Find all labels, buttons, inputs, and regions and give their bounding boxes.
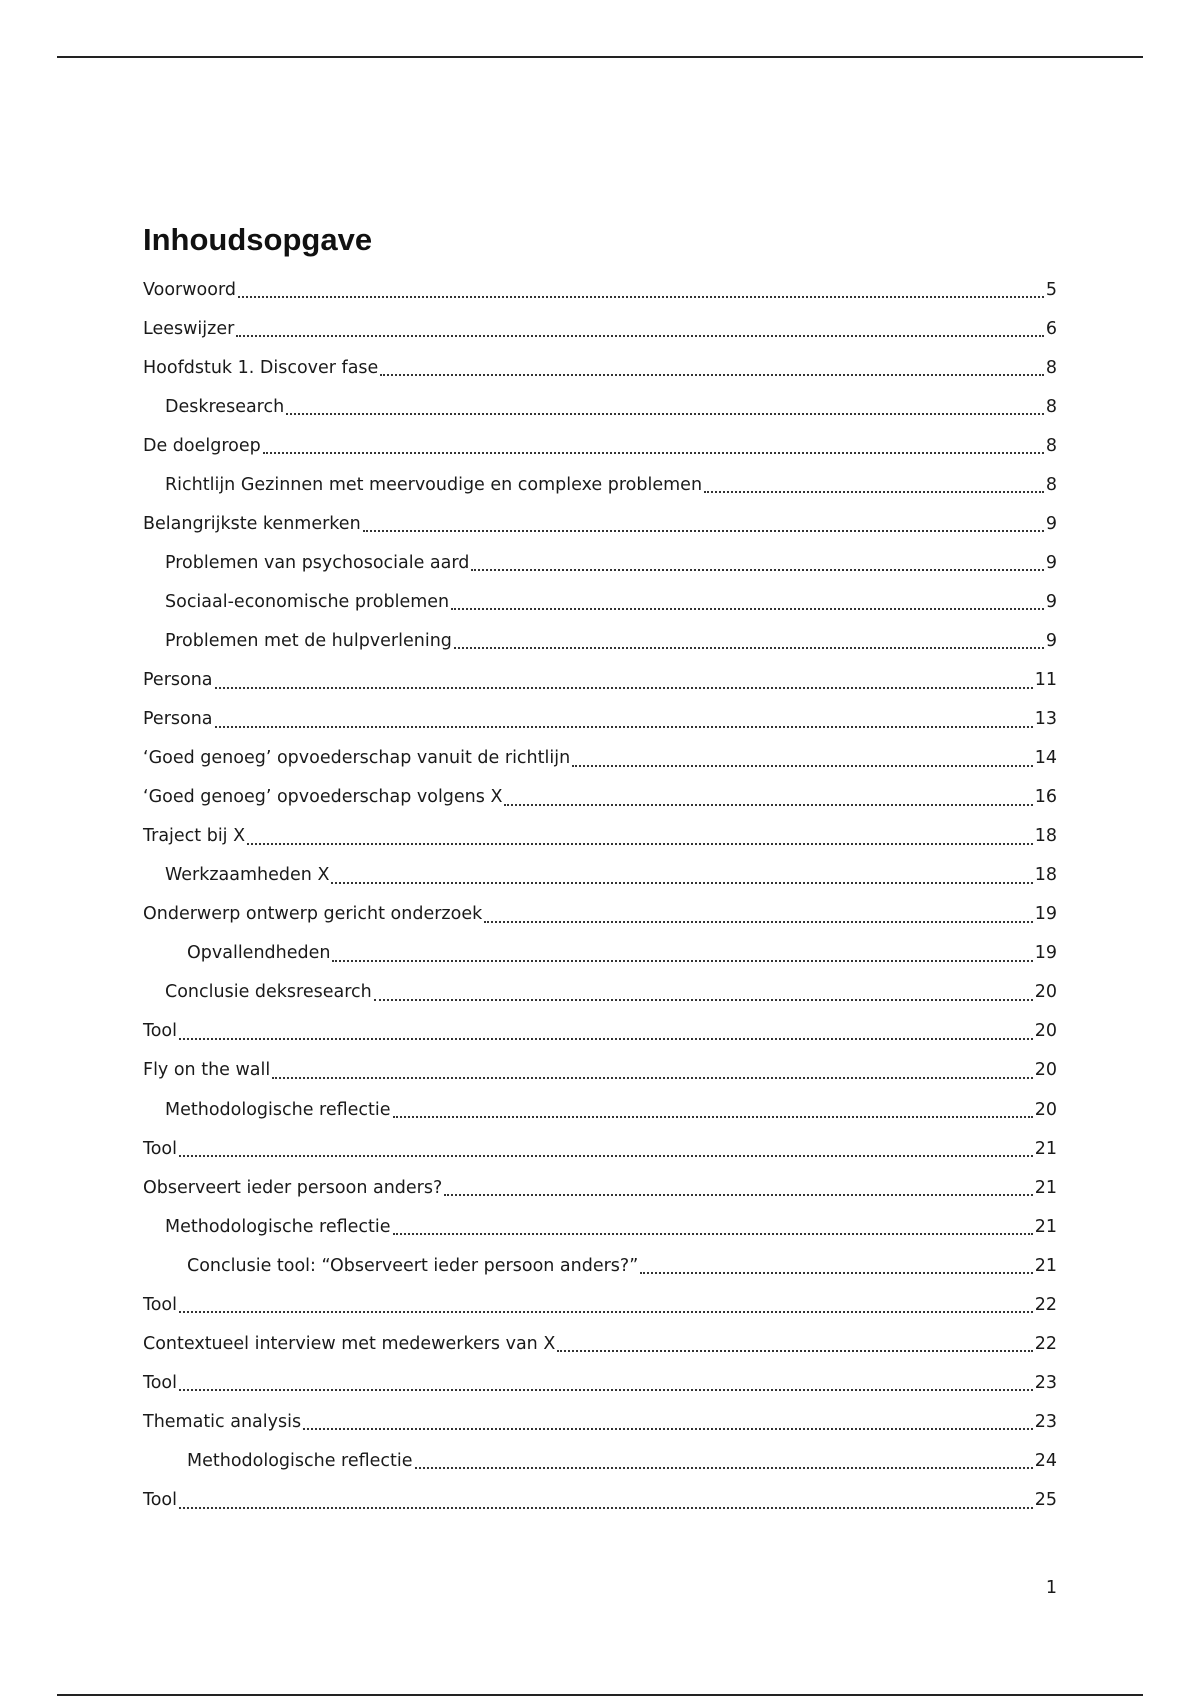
toc-entry-page-number: 24 (1034, 1450, 1057, 1471)
toc-dot-leader (444, 1194, 1032, 1196)
toc-entry-label: Tool (143, 1372, 177, 1393)
toc-dot-leader (272, 1077, 1032, 1079)
toc-dot-leader (179, 1311, 1033, 1313)
toc-entry-label: Tool (143, 1138, 177, 1159)
header-rule (57, 56, 1143, 58)
table-of-contents (143, 270, 1057, 1520)
toc-entry-label: De doelgroep (143, 435, 261, 456)
toc-entry-label: ‘Goed genoeg’ opvoederschap volgens X (143, 787, 503, 808)
toc-entry-label: Leeswijzer (143, 318, 235, 339)
toc-dot-leader (286, 413, 1044, 415)
toc-entry[interactable] (143, 1090, 1057, 1129)
toc-entry-page-number: 23 (1034, 1411, 1057, 1432)
toc-entry-page-number: 21 (1034, 1177, 1057, 1198)
toc-dot-leader (263, 452, 1044, 454)
toc-entry-page-number: 5 (1045, 279, 1057, 300)
toc-entry-label: Persona (143, 709, 213, 730)
toc-entry-label: Methodologische reflectie (187, 1450, 413, 1471)
toc-dot-leader (332, 960, 1032, 962)
toc-entry-label: Werkzaamheden X (165, 865, 330, 886)
toc-entry[interactable] (143, 465, 1057, 504)
toc-dot-leader (303, 1428, 1033, 1430)
toc-entry[interactable] (143, 270, 1057, 309)
toc-entry-page-number: 21 (1034, 1216, 1057, 1237)
toc-dot-leader (179, 1389, 1033, 1391)
toc-entry[interactable] (143, 582, 1057, 621)
toc-entry[interactable] (143, 1168, 1057, 1207)
toc-entry-page-number: 14 (1034, 748, 1057, 769)
toc-entry-page-number: 18 (1034, 826, 1057, 847)
toc-entry-page-number: 19 (1034, 943, 1057, 964)
toc-entry-label: Traject bij X (143, 826, 246, 847)
toc-entry-label: Richtlijn Gezinnen met meervoudige en complexe problemen (165, 474, 703, 495)
toc-entry[interactable] (143, 739, 1057, 778)
toc-entry-page-number: 9 (1045, 513, 1057, 534)
toc-entry-label: Methodologische reflectie (165, 1099, 391, 1120)
toc-entry-page-number: 8 (1045, 396, 1057, 417)
toc-entry-page-number: 20 (1034, 1099, 1057, 1120)
toc-entry[interactable] (143, 895, 1057, 934)
toc-dot-leader (504, 804, 1032, 806)
toc-entry-page-number: 18 (1034, 865, 1057, 886)
toc-dot-leader (215, 687, 1033, 689)
toc-entry[interactable] (143, 1129, 1057, 1168)
toc-entry[interactable] (143, 348, 1057, 387)
toc-dot-leader (454, 647, 1044, 649)
toc-dot-leader (484, 921, 1033, 923)
toc-entry-label: Deskresearch (165, 396, 285, 417)
toc-dot-leader (471, 569, 1043, 571)
toc-entry[interactable] (143, 1207, 1057, 1246)
toc-entry-page-number: 9 (1045, 630, 1057, 651)
toc-entry-page-number: 13 (1034, 709, 1057, 730)
toc-entry-label: Tool (143, 1489, 177, 1510)
toc-entry-page-number: 11 (1034, 669, 1057, 690)
toc-entry-label: Thematic analysis (143, 1411, 302, 1432)
toc-entry-label: Conclusie deksresearch (165, 982, 372, 1003)
toc-entry[interactable] (143, 1012, 1057, 1051)
toc-entry-page-number: 20 (1034, 1060, 1057, 1081)
toc-entry-label: Methodologische reflectie (165, 1216, 391, 1237)
toc-dot-leader (215, 726, 1033, 728)
toc-entry-page-number: 8 (1045, 435, 1057, 456)
toc-dot-leader (247, 843, 1033, 845)
toc-entry-label: ‘Goed genoeg’ opvoederschap vanuit de richtlijn (143, 748, 571, 769)
toc-entry[interactable] (143, 387, 1057, 426)
toc-entry[interactable] (143, 543, 1057, 582)
toc-dot-leader (331, 882, 1032, 884)
toc-dot-leader (393, 1233, 1033, 1235)
toc-entry-label: Contextueel interview met medewerkers van X (143, 1333, 556, 1354)
toc-entry-page-number: 20 (1034, 1021, 1057, 1042)
toc-dot-leader (236, 335, 1044, 337)
toc-entry[interactable] (143, 700, 1057, 739)
toc-entry-page-number: 9 (1045, 591, 1057, 612)
toc-entry-page-number: 21 (1034, 1138, 1057, 1159)
toc-entry-label: Tool (143, 1021, 177, 1042)
toc-dot-leader (179, 1038, 1033, 1040)
toc-entry[interactable] (143, 817, 1057, 856)
toc-entry-page-number: 20 (1034, 982, 1057, 1003)
toc-entry[interactable] (143, 1480, 1057, 1519)
toc-entry[interactable] (143, 934, 1057, 973)
toc-entry-label: Tool (143, 1294, 177, 1315)
toc-dot-leader (238, 296, 1044, 298)
toc-entry-page-number: 16 (1034, 787, 1057, 808)
toc-entry[interactable] (143, 973, 1057, 1012)
toc-entry-label: Observeert ieder persoon anders? (143, 1177, 443, 1198)
toc-entry-page-number: 25 (1034, 1489, 1057, 1510)
toc-entry[interactable] (143, 660, 1057, 699)
toc-entry[interactable] (143, 309, 1057, 348)
toc-entry-page-number: 22 (1034, 1294, 1057, 1315)
toc-entry-label: Problemen van psychosociale aard (165, 552, 470, 573)
toc-entry-label: Fly on the wall (143, 1060, 271, 1081)
toc-entry[interactable] (143, 426, 1057, 465)
toc-entry[interactable] (143, 1324, 1057, 1363)
toc-entry-label: Hoofdstuk 1. Discover fase (143, 357, 379, 378)
toc-entry[interactable] (143, 1051, 1057, 1090)
toc-entry-label: Conclusie tool: “Observeert ieder persoon anders?” (187, 1255, 639, 1276)
toc-entry-page-number: 22 (1034, 1333, 1057, 1354)
toc-dot-leader (572, 765, 1033, 767)
toc-entry-label: Belangrijkste kenmerken (143, 513, 361, 534)
footer-rule (57, 1694, 1143, 1696)
toc-dot-leader (363, 530, 1044, 532)
toc-entry-page-number: 6 (1045, 318, 1057, 339)
toc-dot-leader (393, 1116, 1033, 1118)
toc-entry[interactable] (143, 856, 1057, 895)
toc-entry[interactable] (143, 1402, 1057, 1441)
toc-dot-leader (179, 1507, 1033, 1509)
toc-entry-page-number: 9 (1045, 552, 1057, 573)
toc-entry-page-number: 19 (1034, 904, 1057, 925)
toc-dot-leader (704, 491, 1044, 493)
page-title: Inhoudsopgave (143, 222, 373, 257)
page-number: 1 (1045, 1578, 1057, 1598)
toc-entry[interactable] (143, 778, 1057, 817)
toc-dot-leader (374, 999, 1033, 1001)
toc-dot-leader (640, 1272, 1032, 1274)
toc-entry[interactable] (143, 1363, 1057, 1402)
toc-dot-leader (415, 1467, 1033, 1469)
toc-entry-label: Opvallendheden (187, 943, 331, 964)
toc-entry-label: Voorwoord (143, 279, 236, 300)
toc-dot-leader (380, 374, 1044, 376)
toc-entry-label: Persona (143, 669, 213, 690)
toc-entry[interactable] (143, 621, 1057, 660)
toc-entry-label: Onderwerp ontwerp gericht onderzoek (143, 904, 483, 925)
toc-entry-page-number: 23 (1034, 1372, 1057, 1393)
toc-entry[interactable] (143, 1285, 1057, 1324)
toc-entry-page-number: 8 (1045, 474, 1057, 495)
toc-dot-leader (557, 1350, 1032, 1352)
toc-dot-leader (179, 1155, 1033, 1157)
toc-entry-label: Sociaal-economische problemen (165, 591, 450, 612)
toc-dot-leader (451, 608, 1044, 610)
toc-entry[interactable] (143, 1441, 1057, 1480)
toc-entry[interactable] (143, 504, 1057, 543)
toc-entry[interactable] (143, 1246, 1057, 1285)
toc-entry-page-number: 21 (1034, 1255, 1057, 1276)
toc-entry-page-number: 8 (1045, 357, 1057, 378)
toc-entry-label: Problemen met de hulpverlening (165, 630, 452, 651)
